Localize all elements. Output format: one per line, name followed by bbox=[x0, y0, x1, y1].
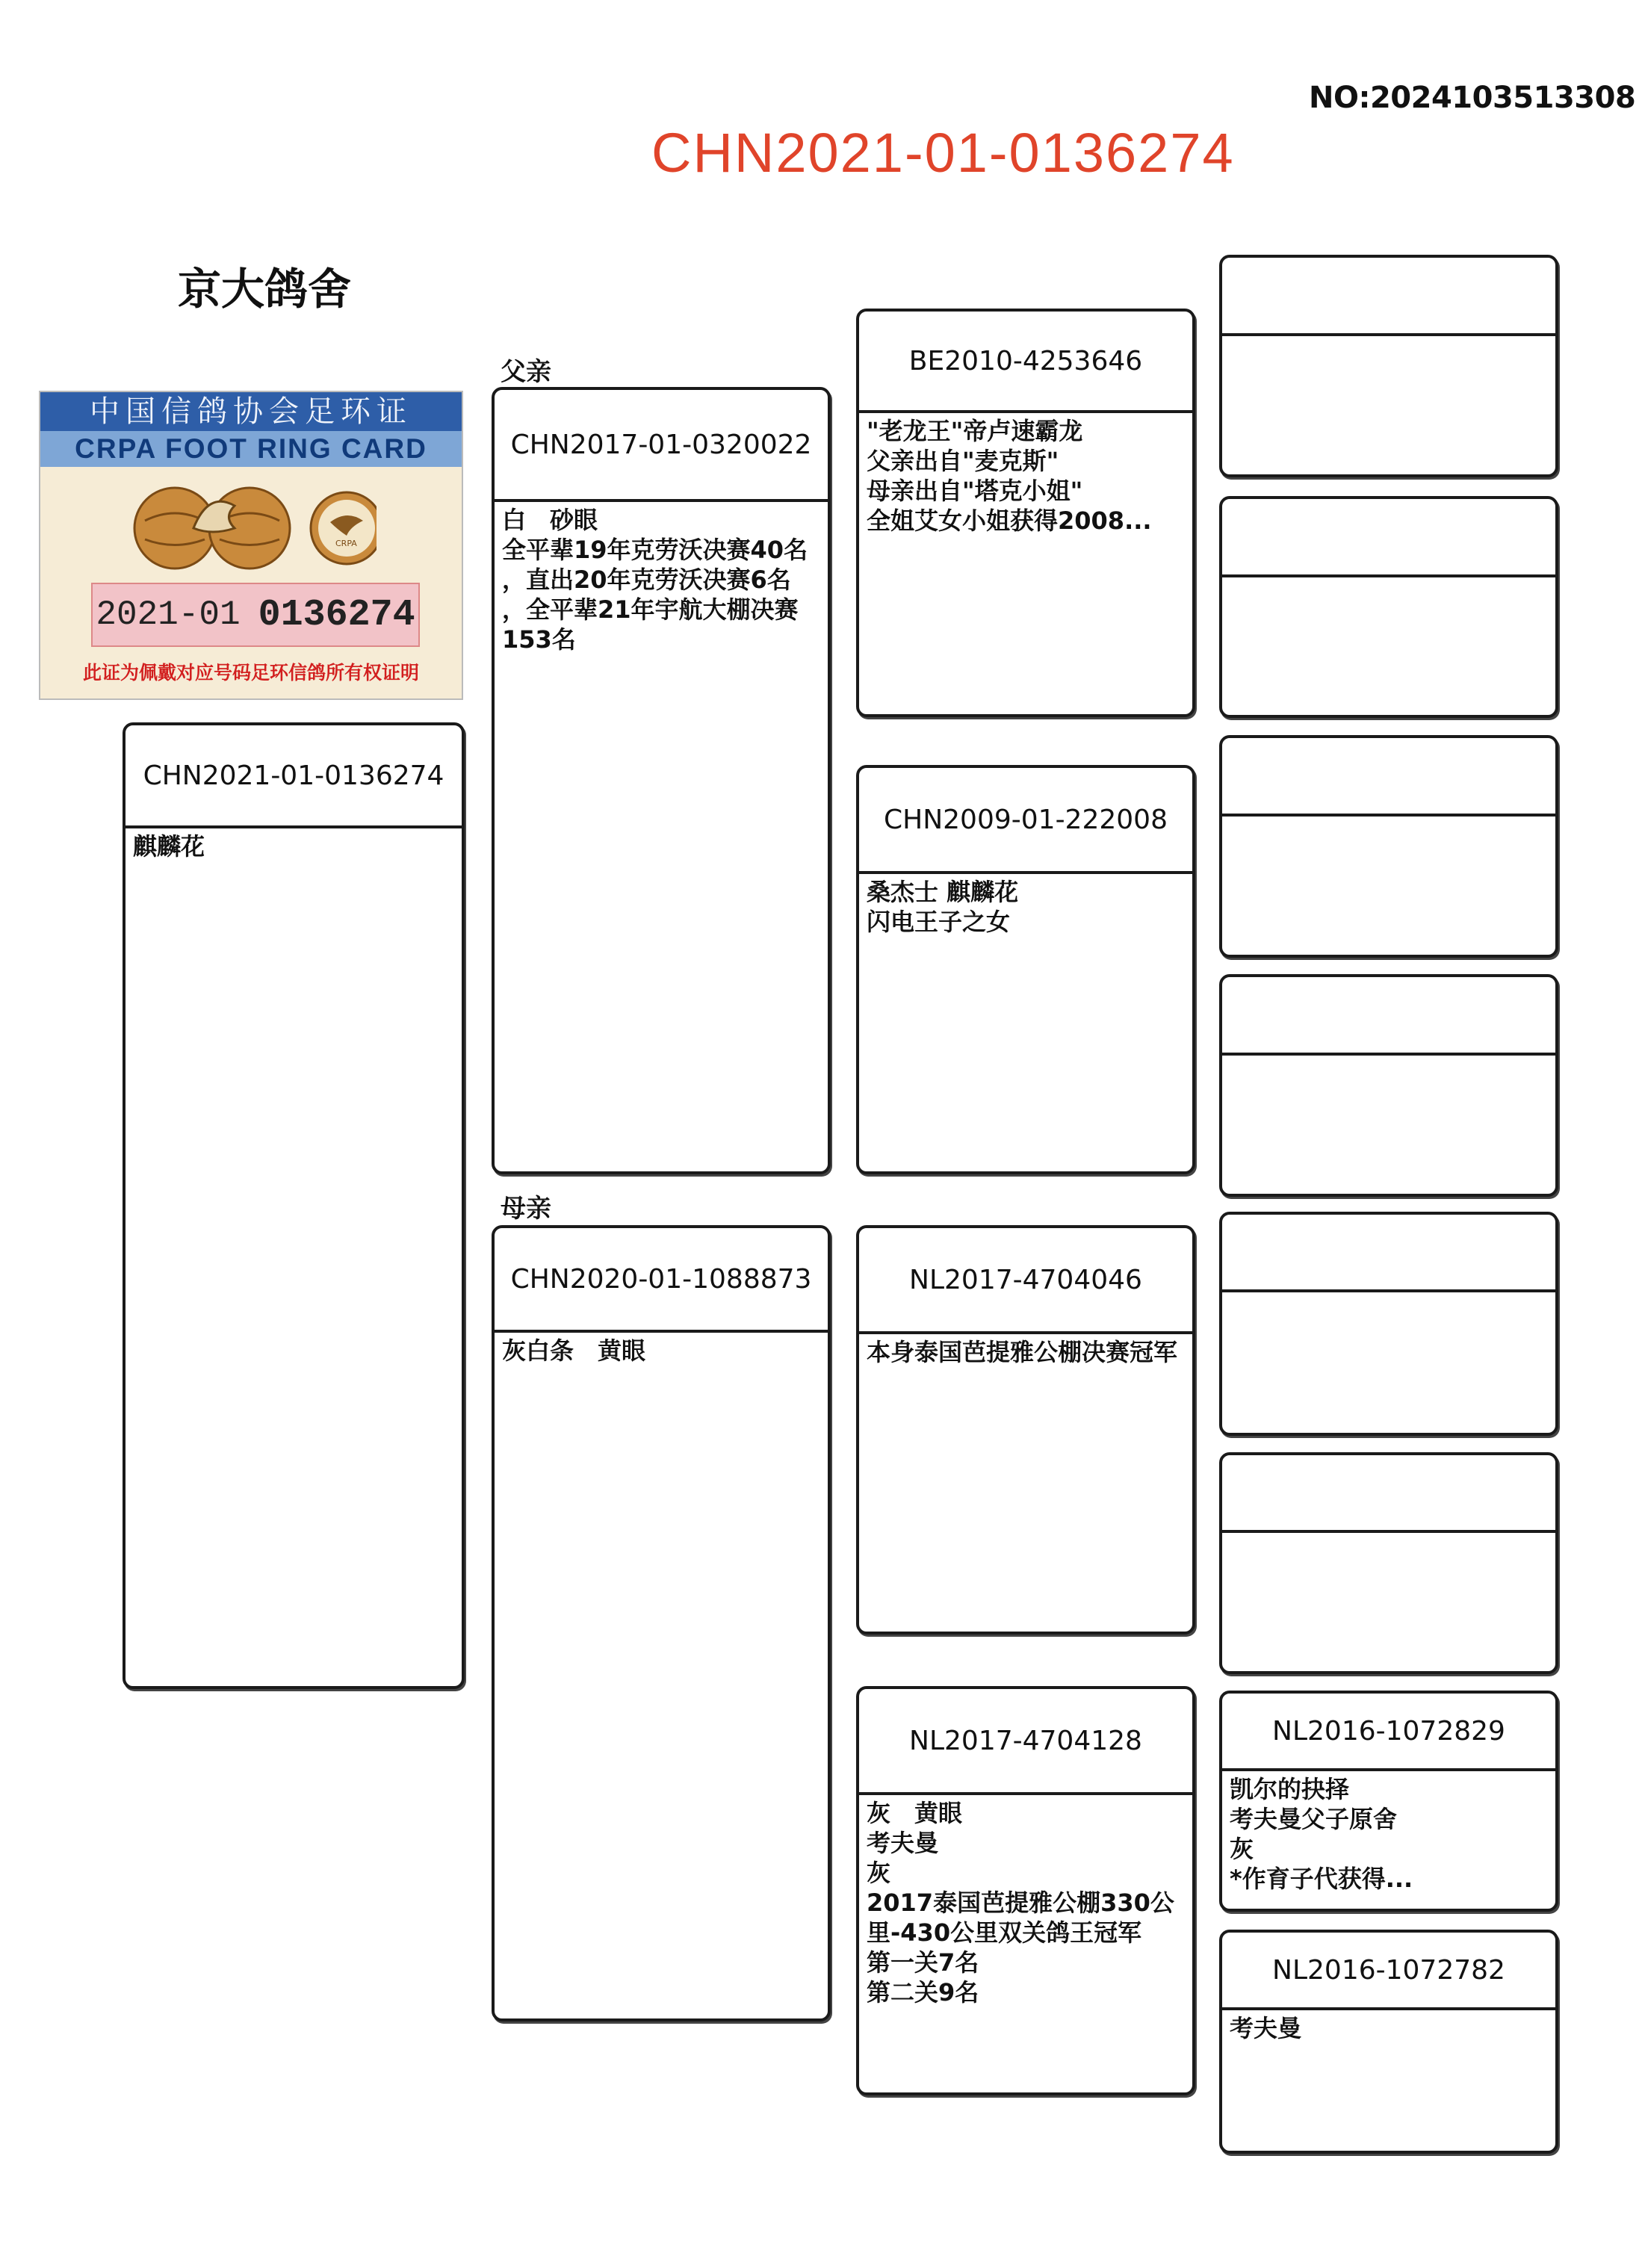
sire-dam-notes: 桑杰士 麒麟花 闪电王子之女 bbox=[867, 878, 1019, 936]
gen4-box-7 bbox=[1219, 1691, 1558, 1912]
gen4-ring-3 bbox=[1222, 738, 1555, 817]
sire-sire-box bbox=[856, 309, 1195, 717]
gen4-box-4 bbox=[1219, 974, 1558, 1197]
subject-ring: CHN2021-01-0136274 bbox=[126, 725, 462, 828]
gen4-box-2 bbox=[1219, 496, 1558, 718]
sire-notes: 白 砂眼 全平辈19年克劳沃决赛40名 ，直出20年克劳沃决赛6名 ，全平辈21年宇航大棚决赛 153名 bbox=[502, 506, 808, 654]
gen4-notes-6 bbox=[1222, 1533, 1555, 1539]
gen4-ring-2 bbox=[1222, 499, 1555, 577]
card-footer: 此证为佩戴对应号码足环信鸽所有权证明 bbox=[82, 662, 419, 684]
subject-box bbox=[123, 722, 465, 1689]
gen4-box-3 bbox=[1219, 735, 1558, 958]
dam-ring: CHN2020-01-1088873 bbox=[495, 1228, 828, 1333]
gen4-notes-8: 考夫曼 bbox=[1230, 2014, 1302, 2042]
dam-box bbox=[492, 1225, 831, 2021]
gen4-notes-5 bbox=[1222, 1292, 1555, 1298]
gen4-notes-7: 凯尔的抉择 考夫曼父子原舍 灰 *作育子代获得... bbox=[1230, 1775, 1413, 1893]
dam-sire-ring: NL2017-4704046 bbox=[859, 1228, 1192, 1334]
sire-dam-box bbox=[856, 765, 1195, 1174]
dam-sire-box bbox=[856, 1225, 1195, 1635]
gen4-notes-3 bbox=[1222, 817, 1555, 822]
gen4-ring-8: NL2016-1072782 bbox=[1222, 1933, 1555, 2010]
card-logo-text: CRPA bbox=[335, 539, 357, 548]
card-num-prefix: 2021-01 bbox=[96, 595, 241, 634]
dam-label: 母亲 bbox=[501, 1194, 551, 1224]
dam-sire-notes: 本身泰国芭提雅公棚决赛冠军 bbox=[867, 1338, 1178, 1366]
gen4-notes-4 bbox=[1222, 1056, 1555, 1062]
gen4-ring-7: NL2016-1072829 bbox=[1222, 1694, 1555, 1771]
sire-label: 父亲 bbox=[501, 357, 551, 387]
subject-notes: 麒麟花 bbox=[133, 832, 205, 861]
card-title-en: CRPA FOOT RING CARD bbox=[40, 431, 462, 467]
gen4-notes-1 bbox=[1222, 336, 1555, 342]
gen4-ring-6 bbox=[1222, 1455, 1555, 1533]
gen4-box-6 bbox=[1219, 1452, 1558, 1674]
card-title-cn: 中国信鸽协会足环证 bbox=[40, 392, 462, 431]
ring-number-title: CHN2021-01-0136274 bbox=[651, 122, 1235, 184]
card-num-main: 0136274 bbox=[258, 593, 415, 636]
foot-ring-card bbox=[39, 391, 463, 700]
globe-pigeon-icon bbox=[123, 476, 377, 580]
gen4-box-8 bbox=[1219, 1930, 1558, 2154]
gen4-ring-1 bbox=[1222, 258, 1555, 336]
card-ring-number bbox=[91, 583, 420, 647]
sire-dam-ring: CHN2009-01-222008 bbox=[859, 768, 1192, 874]
gen4-box-1 bbox=[1219, 255, 1558, 477]
dam-dam-notes: 灰 黄眼 考夫曼 灰 2017泰国芭提雅公棚330公里-430公里双关鸽王冠军 第一关7名 第二关9名 bbox=[867, 1799, 1174, 2007]
sire-sire-notes: "老龙王"帝卢速霸龙 父亲出自"麦克斯" 母亲出自"塔克小姐" 全姐艾女小姐获得2008... bbox=[867, 417, 1152, 535]
sire-ring: CHN2017-01-0320022 bbox=[495, 390, 828, 502]
loft-name: 京大鸽舍 bbox=[178, 264, 352, 315]
gen4-ring-5 bbox=[1222, 1215, 1555, 1292]
gen4-ring-4 bbox=[1222, 977, 1555, 1056]
dam-dam-ring: NL2017-4704128 bbox=[859, 1689, 1192, 1795]
gen4-notes-2 bbox=[1222, 577, 1555, 583]
dam-notes: 灰白条 黄眼 bbox=[502, 1336, 646, 1365]
dam-dam-box bbox=[856, 1686, 1195, 2095]
document-number: NO:2024103513308 bbox=[1309, 81, 1636, 115]
sire-box bbox=[492, 387, 831, 1174]
gen4-box-5 bbox=[1219, 1212, 1558, 1436]
sire-sire-ring: BE2010-4253646 bbox=[859, 312, 1192, 413]
